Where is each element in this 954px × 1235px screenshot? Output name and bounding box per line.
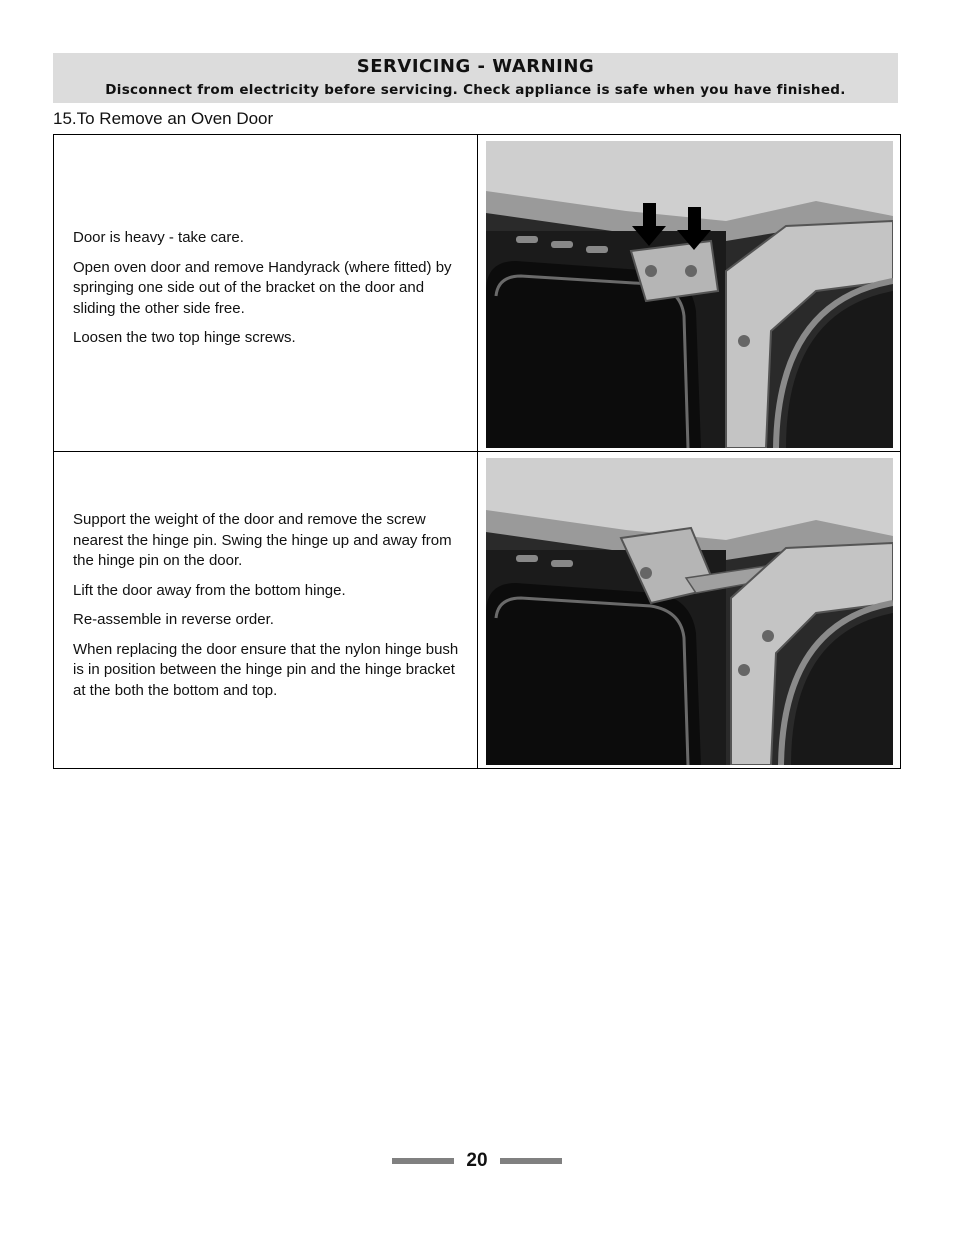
step-2-paragraph: Re-assemble in reverse order. bbox=[73, 611, 274, 628]
steps-table bbox=[53, 134, 901, 769]
step-2-paragraph: Lift the door away from the bottom hinge. bbox=[73, 581, 346, 599]
page-footer bbox=[0, 1150, 954, 1172]
step-1-paragraph: Open oven door and remove Handyrack (where fitted) by springing one side out of the bracket on the door and sliding the other side free. bbox=[73, 258, 452, 317]
footer-right-bar bbox=[500, 1158, 562, 1164]
step-1-paragraph: Door is heavy - take care. bbox=[73, 229, 244, 247]
step-2-text-cell bbox=[54, 452, 478, 769]
oven-door-hinge-screws-arrows-photo bbox=[486, 141, 893, 448]
step-1-text-cell bbox=[54, 135, 478, 452]
step-2-paragraph: When replacing the door ensure that the nylon hinge bush is in position between the hinge pin and the hinge bracket at the both the bottom and top. bbox=[73, 640, 459, 699]
step-row-1 bbox=[54, 135, 901, 452]
servicing-warning-banner bbox=[53, 53, 898, 103]
step-1-image-cell bbox=[478, 135, 901, 452]
step-2-image-cell bbox=[478, 452, 901, 769]
section-heading: 15.To Remove an Oven Door bbox=[53, 109, 274, 128]
step-2-paragraph: Support the weight of the door and remove the screw nearest the hinge pin. Swing the hinge up and away from the hinge pin on the door. bbox=[73, 511, 452, 569]
footer-left-bar bbox=[392, 1158, 454, 1164]
warning-subtitle: Disconnect from electricity before servicing. Check appliance is safe when you have finished. bbox=[105, 82, 846, 98]
page-number: 20 bbox=[466, 1150, 488, 1171]
oven-door-hinge-swung-photo bbox=[486, 458, 893, 765]
step-1-paragraph: Loosen the two top hinge screws. bbox=[73, 329, 296, 347]
step-row-2 bbox=[54, 452, 901, 769]
warning-title: SERVICING - WARNING bbox=[356, 56, 595, 77]
